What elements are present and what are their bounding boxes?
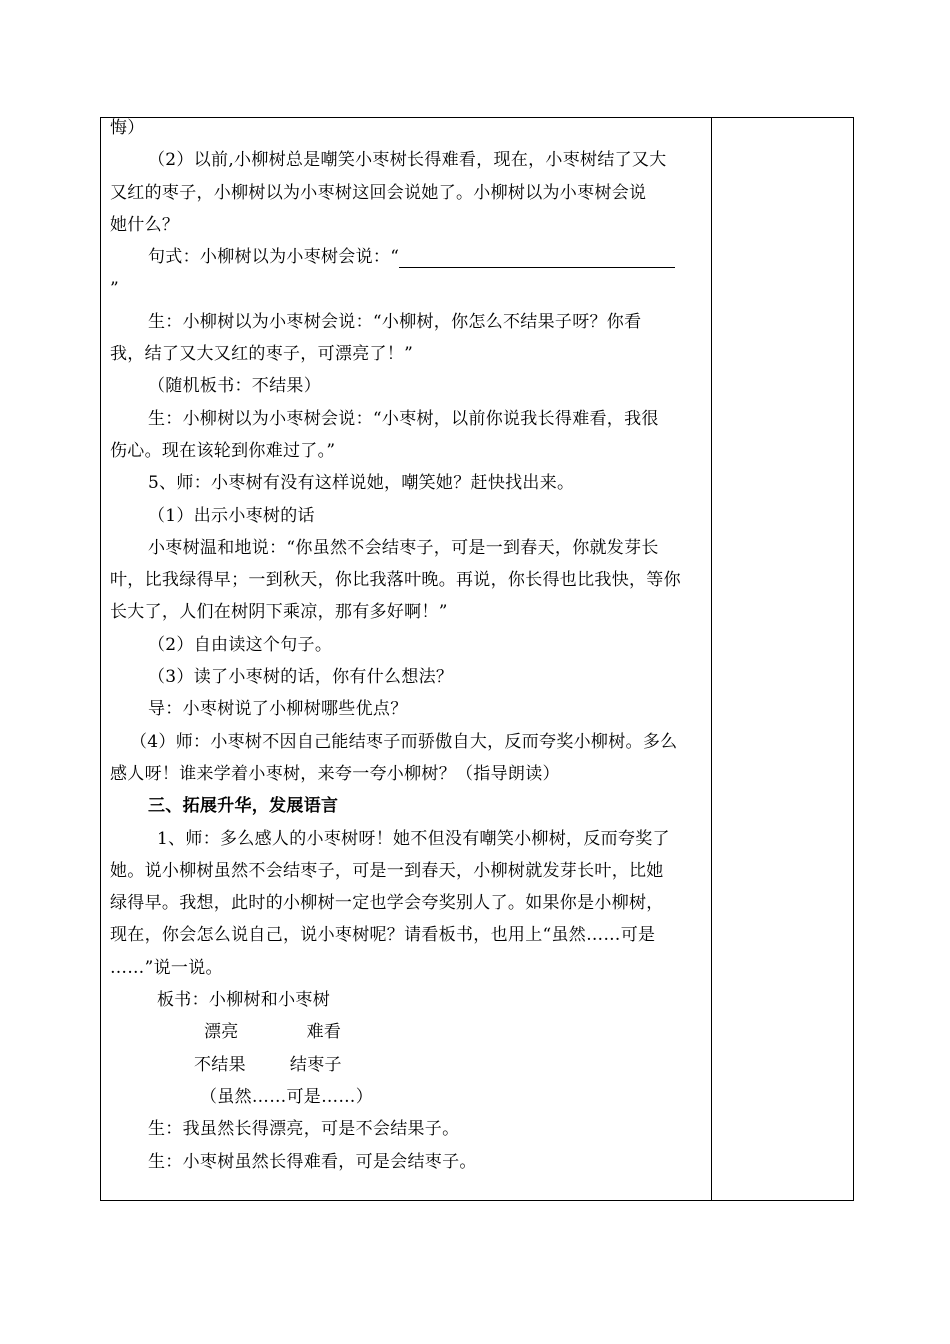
text-line: 长大了，人们在树阴下乘凉，那有多好啊！” <box>110 602 448 623</box>
text-line: 小枣树温和地说：“你虽然不会结枣子，可是一到春天，你就发芽长 <box>148 537 659 558</box>
text-line: （2）自由读这个句子。 <box>148 634 333 655</box>
text-line: ……”说一说。 <box>110 957 223 978</box>
text-line: 生：小枣树虽然长得难看，可是会结枣子。 <box>148 1151 477 1172</box>
text-line: （1）出示小枣树的话 <box>148 505 315 526</box>
board-word: 漂亮 <box>204 1022 239 1043</box>
text-line: 伤心。现在该轮到你难过了。” <box>110 440 336 461</box>
text-line: （2）以前,小柳树总是嘲笑小枣树长得难看，现在，小枣树结了又大 <box>148 150 667 171</box>
text-line: （4）师：小枣树不因自己能结枣子而骄傲自大，反而夸奖小柳树。多么 <box>130 731 678 752</box>
text-line: （随机板书：不结果） <box>148 376 321 397</box>
board-pattern: （虽然……可是……） <box>200 1086 373 1107</box>
text-line: 叶，比我绿得早；一到秋天，你比我落叶晚。再说，你长得也比我快，等你 <box>110 570 681 591</box>
text-line: 句式：小柳树以为小枣树会说：“ <box>148 247 400 268</box>
sentence-pattern-line <box>110 241 704 273</box>
text-line: ” <box>110 279 119 300</box>
text-line: 5、师：小枣树有没有这样说她，嘲笑她？赶快找出来。 <box>148 473 575 494</box>
text-line: 悔） <box>110 118 145 138</box>
text-line: 生：我虽然长得漂亮，可是不会结果子。 <box>148 1119 460 1140</box>
text-line: 生：小柳树以为小枣树会说：“小柳树，你怎么不结果子呀？你看 <box>148 311 642 332</box>
board-word: 结枣子 <box>289 1054 342 1075</box>
table-column-divider <box>711 117 712 1201</box>
text-line: 感人呀！谁来学着小枣树，来夸一夸小柳树？（指导朗读） <box>110 763 560 784</box>
text-line: 1、师：多么感人的小枣树呀！她不但没有嘲笑小柳树，反而夸奖了 <box>157 828 670 849</box>
board-word: 难看 <box>306 1022 342 1043</box>
text-line: 现在，你会怎么说自己，说小枣树呢？请看板书，也用上“虽然……可是 <box>110 925 656 946</box>
board-row <box>110 1049 704 1081</box>
text-line: 绿得早。我想，此时的小柳树一定也学会夸奖别人了。如果你是小柳树， <box>110 893 664 914</box>
text-line: 导：小枣树说了小柳树哪些优点？ <box>148 699 408 720</box>
text-line: 她。说小柳树虽然不会结枣子，可是一到春天，小柳树就发芽长叶，比她 <box>110 860 664 881</box>
board-row <box>110 1016 704 1048</box>
board-title: 板书：小柳树和小枣树 <box>157 990 330 1011</box>
fill-in-blank <box>399 249 675 268</box>
text-line: 我，结了又大又红的枣子，可漂亮了！” <box>110 344 414 365</box>
text-line: （3）读了小枣树的话，你有什么想法？ <box>148 667 454 688</box>
text-line: 她什么？ <box>110 214 180 235</box>
section-heading: 三、拓展升华，发展语言 <box>148 796 339 817</box>
text-line: 生：小柳树以为小枣树会说：“小枣树，以前你说我长得难看，我很 <box>148 408 659 429</box>
board-word: 不结果 <box>194 1054 246 1075</box>
lesson-content <box>110 112 704 1178</box>
text-line: 又红的枣子，小柳树以为小枣树这回会说她了。小柳树以为小枣树会说 <box>110 182 647 203</box>
